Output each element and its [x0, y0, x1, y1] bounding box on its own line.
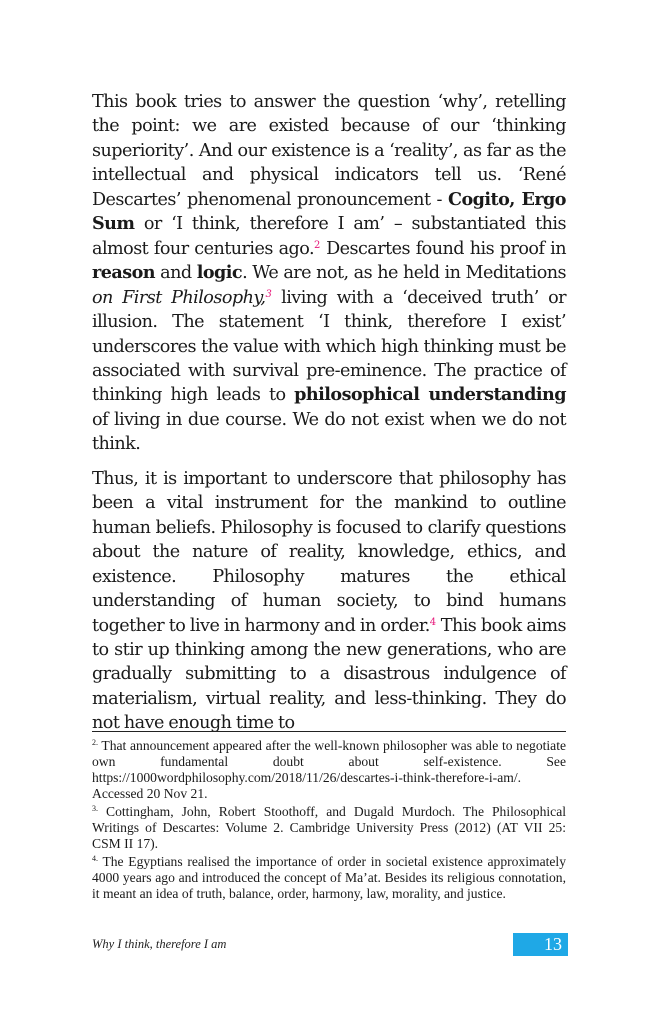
- text-run: This book aims to stir up thinking among the new generations, who are gradually submitting to a disastrous indulgence of materialism, virtual reality, and less-thinking. They do not have enough time to: [92, 615, 567, 734]
- footnote-separator: [92, 731, 566, 732]
- paragraph-1: [92, 90, 566, 457]
- text-run: and: [155, 263, 197, 284]
- text-run: or ‘I think, therefore I am’ – substantiated this almost four centuries ago.: [92, 214, 566, 259]
- paragraph-2: [92, 467, 566, 736]
- footnote-3: [92, 804, 566, 852]
- footnote-text: That announcement appeared after the well-known philosopher was able to negotiate own fundamental doubt about self-existence. See https://1000wordphilosophy.com/2018/11/26/descartes-i-think-therefore-i-am/. Accessed 20 Nov 21.: [92, 738, 567, 801]
- page-number: 13: [513, 933, 568, 956]
- footnote-4: [92, 854, 566, 902]
- bold-word-logic: logic: [196, 262, 243, 284]
- text-run: Descartes found his proof in: [320, 238, 566, 259]
- footnote-ref-3[interactable]: 3: [265, 288, 272, 300]
- text-run: living with a ‘deceived truth’ or illusion. The statement ‘I think, therefore I exist’ underscores the value with which high thinking must be associated with survival pre-eminence. The practice of thinking high leads to: [92, 287, 566, 406]
- footnote-2: [92, 738, 566, 802]
- text-run: Thus, it is important to underscore that philosophy has been a vital instrument for the mankind to outline human beliefs. Philosophy is focused to clarify questions about the nature of reality, knowledge, ethics, and existence. Philosophy matures the ethical understanding of human society, to bind humans together to live in harmony and in order.: [92, 468, 566, 636]
- footnote-ref-2[interactable]: 2: [314, 239, 321, 251]
- running-footer-title: Why I think, therefore I am: [92, 937, 227, 951]
- footnote-ref-4[interactable]: 4: [429, 616, 437, 628]
- footnote-number: 4.: [92, 854, 98, 863]
- footnote-text: The Egyptians realised the importance of order in societal existence approximately 4000 years ago and introduced the concept of Ma’at. Besides its religious connotation, it meant an idea of truth, balance, order, harmony, law, morality, and justice.: [92, 854, 566, 901]
- italic-title-first-philosophy: on First Philosophy,: [92, 287, 266, 308]
- bold-phrase-cogito: Cogito, Ergo Sum: [92, 188, 566, 235]
- bold-word-reason: reason: [92, 262, 155, 284]
- footnote-text: Cottingham, John, Robert Stoothoff, and Dugald Murdoch. The Philosophical Writings of Descartes: Volume 2. Cambridge University Press (2012) (AT VII 25: CSM II 17).: [92, 804, 567, 851]
- footnote-number: 2.: [92, 738, 98, 747]
- main-body-text: [92, 90, 566, 746]
- footnotes: [92, 738, 566, 904]
- footnote-number: 3.: [92, 804, 98, 813]
- text-run: . We are not, as he held in Meditations: [242, 263, 566, 284]
- text-run: of living in due course. We do not exist when we do not think.: [92, 409, 566, 455]
- bold-phrase-philosophical-understanding: philosophical understanding: [294, 384, 566, 406]
- text-run: This book tries to answer the question ‘why’, retelling the point: we are existed because of our ‘thinking superiority’. And our existence is a ‘reality’, as far as the intellectual and physical indicators tell us. ‘René Descartes’ phenomenal pronouncement -: [92, 92, 566, 210]
